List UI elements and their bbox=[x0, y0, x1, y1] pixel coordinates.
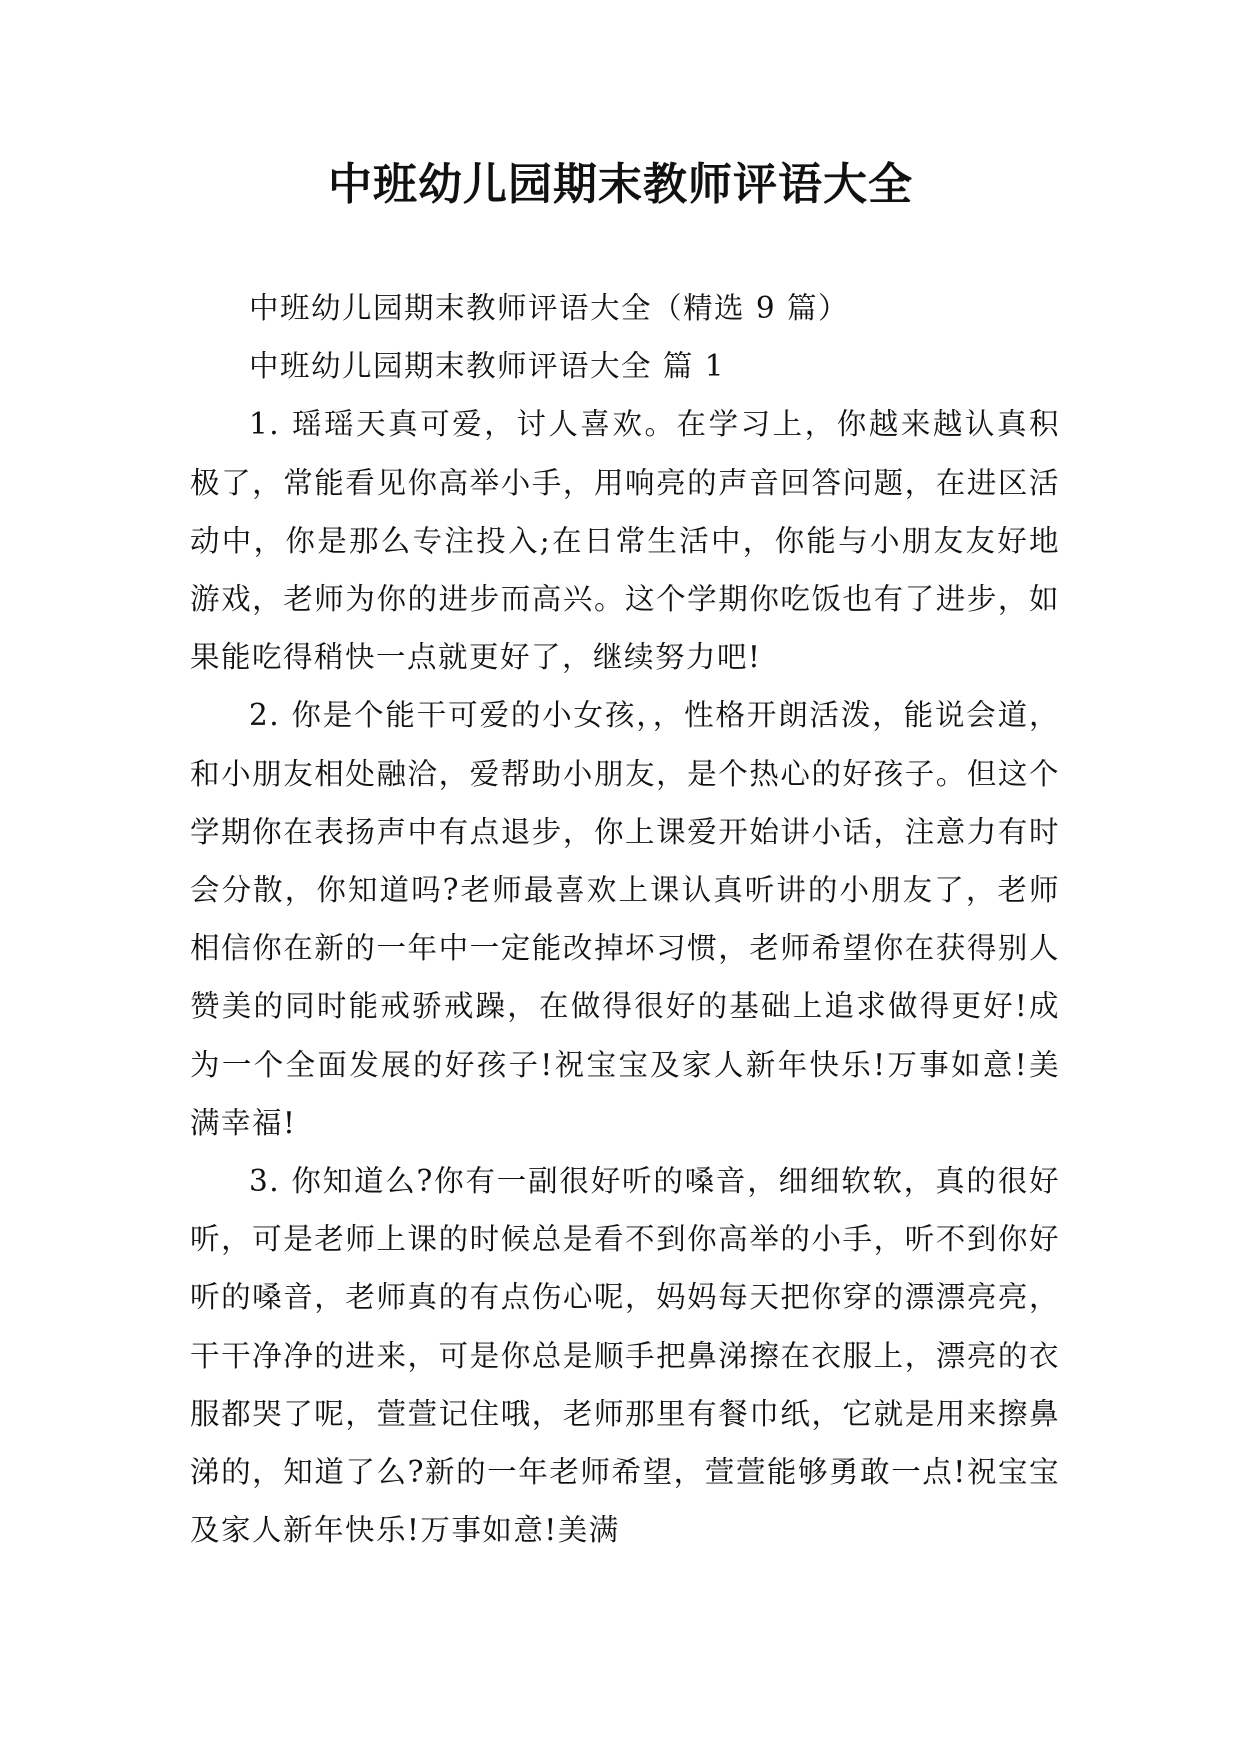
comment-paragraph-3: 3. 你知道么?你有一副很好听的嗓音，细细软软，真的很好听，可是老师上课的时候总是看不到你高举的小手，听不到你好听的嗓音，老师真的有点伤心呢，妈妈每天把你穿的漂漂亮亮，干干净净的进来，可是你总是顺手把鼻涕擦在衣服上，漂亮的衣服都哭了呢，萱萱记住哦，老师那里有餐巾纸，它就是用来擦鼻涕的，知道了么?新的一年老师希望，萱萱能够勇敢一点!祝宝宝及家人新年快乐!万事如意!美满 bbox=[190, 1164, 1060, 1548]
comment-paragraph-1: 1. 瑶瑶天真可爱，讨人喜欢。在学习上，你越来越认真积极了，常能看见你高举小手，用响亮的声音回答问题，在进区活动中，你是那么专注投入;在日常生活中，你能与小朋友友好地游戏，老师为你的进步而高兴。这个学期你吃饭也有了进步，如果能吃得稍快一点就更好了，继续努力吧! bbox=[190, 407, 1060, 675]
document-title: 中班幼儿园期末教师评语大全 bbox=[328, 159, 913, 210]
document-subtitle: 中班幼儿园期末教师评语大全（精选 9 篇） bbox=[249, 291, 850, 325]
section-heading: 中班幼儿园期末教师评语大全 篇 1 bbox=[249, 349, 726, 384]
document-body bbox=[190, 279, 1060, 1559]
comment-paragraph-2: 2. 你是个能干可爱的小女孩，，性格开朗活泼，能说会道，和小朋友相处融洽，爱帮助小朋友，是个热心的好孩子。但这个学期你在表扬声中有点退步，你上课爱开始讲小话，注意力有时会分散，你知道吗?老师最喜欢上课认真听讲的小朋友了，老师相信你在新的一年中一定能改掉坏习惯，老师希望你在获得别人赞美的同时能戒骄戒躁，在做得很好的基础上追求做得更好!成为一个全面发展的好孩子!祝宝宝及家人新年快乐!万事如意!美满幸福! bbox=[190, 698, 1060, 1140]
